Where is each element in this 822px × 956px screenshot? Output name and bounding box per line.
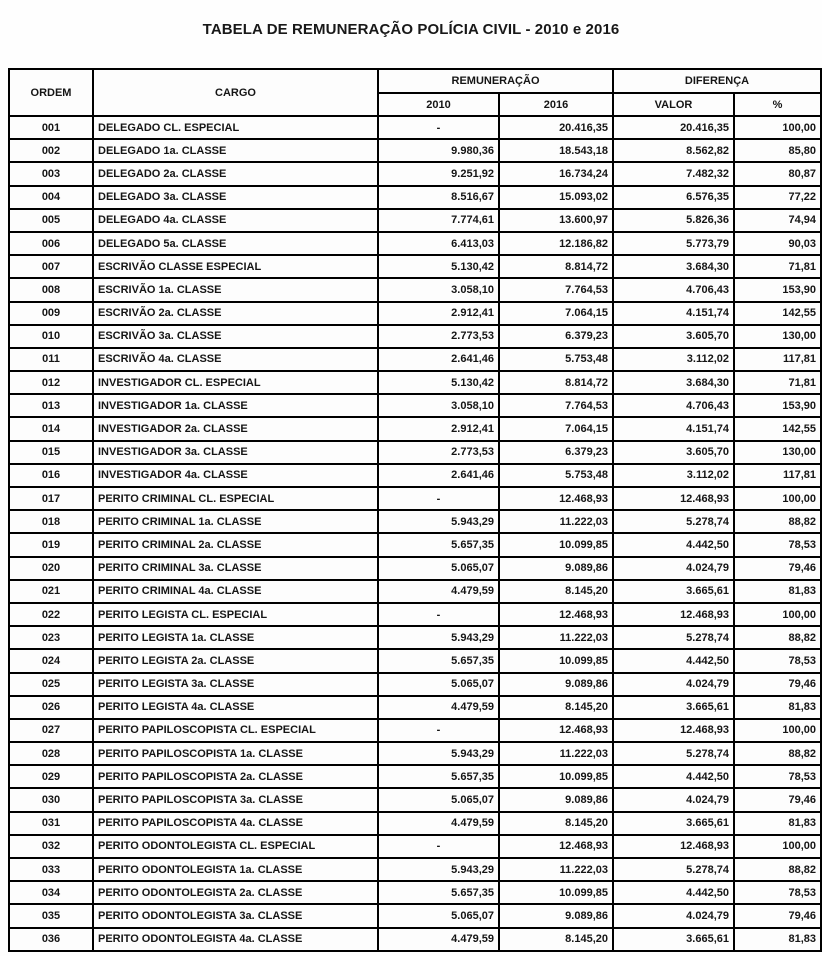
cell-diferenca-pct: 71,81	[734, 371, 821, 394]
cell-diferenca-pct: 100,00	[734, 487, 821, 510]
cell-ordem: 010	[9, 325, 93, 348]
cell-diferenca-valor: 12.468,93	[613, 603, 734, 626]
header-2010: 2010	[378, 93, 499, 116]
cell-ordem: 031	[9, 812, 93, 835]
cell-remuneracao-2010: 4.479,59	[378, 696, 499, 719]
cell-diferenca-pct: 142,55	[734, 302, 821, 325]
cell-remuneracao-2010: -	[378, 116, 499, 139]
cell-diferenca-valor: 3.684,30	[613, 371, 734, 394]
cell-cargo: ESCRIVÃO 4a. CLASSE	[93, 348, 378, 371]
cell-cargo: PERITO ODONTOLEGISTA CL. ESPECIAL	[93, 835, 378, 858]
cell-remuneracao-2016: 15.093,02	[499, 186, 613, 209]
cell-remuneracao-2010: 5.943,29	[378, 510, 499, 533]
cell-cargo: PERITO CRIMINAL 3a. CLASSE	[93, 557, 378, 580]
cell-diferenca-valor: 5.278,74	[613, 742, 734, 765]
cell-diferenca-valor: 5.773,79	[613, 232, 734, 255]
cell-cargo: ESCRIVÃO 2a. CLASSE	[93, 302, 378, 325]
cell-diferenca-valor: 8.562,82	[613, 139, 734, 162]
cell-ordem: 005	[9, 209, 93, 232]
header-remuneracao: REMUNERAÇÃO	[378, 69, 613, 93]
cell-ordem: 035	[9, 904, 93, 927]
header-2016: 2016	[499, 93, 613, 116]
cell-ordem: 021	[9, 580, 93, 603]
table-row	[9, 765, 821, 788]
cell-cargo: ESCRIVÃO CLASSE ESPECIAL	[93, 255, 378, 278]
cell-cargo: PERITO ODONTOLEGISTA 1a. CLASSE	[93, 858, 378, 881]
cell-remuneracao-2016: 18.543,18	[499, 139, 613, 162]
cell-ordem: 012	[9, 371, 93, 394]
cell-diferenca-pct: 79,46	[734, 557, 821, 580]
cell-remuneracao-2010: 8.516,67	[378, 186, 499, 209]
cell-cargo: PERITO PAPILOSCOPISTA 2a. CLASSE	[93, 765, 378, 788]
table-row	[9, 371, 821, 394]
cell-remuneracao-2010: 5.130,42	[378, 255, 499, 278]
table-row	[9, 348, 821, 371]
cell-diferenca-valor: 4.442,50	[613, 765, 734, 788]
cell-ordem: 013	[9, 394, 93, 417]
cell-diferenca-pct: 79,46	[734, 788, 821, 811]
cell-diferenca-pct: 81,83	[734, 580, 821, 603]
cell-remuneracao-2016: 5.753,48	[499, 464, 613, 487]
cell-remuneracao-2016: 20.416,35	[499, 116, 613, 139]
cell-ordem: 036	[9, 928, 93, 951]
cell-cargo: INVESTIGADOR 4a. CLASSE	[93, 464, 378, 487]
cell-diferenca-pct: 100,00	[734, 719, 821, 742]
cell-cargo: PERITO LEGISTA 2a. CLASSE	[93, 649, 378, 672]
cell-cargo: DELEGADO CL. ESPECIAL	[93, 116, 378, 139]
table-row	[9, 928, 821, 951]
cell-remuneracao-2010: -	[378, 835, 499, 858]
cell-diferenca-valor: 4.442,50	[613, 881, 734, 904]
table-row	[9, 487, 821, 510]
cell-ordem: 006	[9, 232, 93, 255]
table-row	[9, 719, 821, 742]
cell-diferenca-valor: 4.706,43	[613, 394, 734, 417]
cell-cargo: PERITO CRIMINAL CL. ESPECIAL	[93, 487, 378, 510]
cell-diferenca-valor: 5.826,36	[613, 209, 734, 232]
cell-ordem: 004	[9, 186, 93, 209]
cell-diferenca-pct: 79,46	[734, 904, 821, 927]
table-row	[9, 139, 821, 162]
cell-diferenca-valor: 4.442,50	[613, 649, 734, 672]
table-row	[9, 464, 821, 487]
cell-ordem: 034	[9, 881, 93, 904]
cell-diferenca-pct: 100,00	[734, 116, 821, 139]
cell-remuneracao-2016: 12.468,93	[499, 487, 613, 510]
cell-remuneracao-2016: 7.764,53	[499, 278, 613, 301]
table-row	[9, 278, 821, 301]
cell-ordem: 029	[9, 765, 93, 788]
cell-diferenca-pct: 100,00	[734, 835, 821, 858]
cell-cargo: INVESTIGADOR CL. ESPECIAL	[93, 371, 378, 394]
cell-cargo: DELEGADO 5a. CLASSE	[93, 232, 378, 255]
cell-ordem: 015	[9, 441, 93, 464]
cell-ordem: 008	[9, 278, 93, 301]
cell-diferenca-pct: 88,82	[734, 626, 821, 649]
cell-cargo: PERITO CRIMINAL 1a. CLASSE	[93, 510, 378, 533]
cell-diferenca-pct: 153,90	[734, 394, 821, 417]
cell-remuneracao-2016: 8.814,72	[499, 371, 613, 394]
cell-remuneracao-2010: 3.058,10	[378, 278, 499, 301]
cell-diferenca-pct: 88,82	[734, 510, 821, 533]
cell-remuneracao-2016: 8.145,20	[499, 696, 613, 719]
cell-cargo: PERITO CRIMINAL 2a. CLASSE	[93, 533, 378, 556]
cell-remuneracao-2016: 8.814,72	[499, 255, 613, 278]
table-row	[9, 232, 821, 255]
cell-diferenca-valor: 12.468,93	[613, 719, 734, 742]
cell-diferenca-pct: 130,00	[734, 441, 821, 464]
table-row	[9, 510, 821, 533]
cell-remuneracao-2010: 5.657,35	[378, 765, 499, 788]
cell-cargo: PERITO PAPILOSCOPISTA 1a. CLASSE	[93, 742, 378, 765]
table-row	[9, 557, 821, 580]
cell-diferenca-pct: 100,00	[734, 603, 821, 626]
table-row	[9, 441, 821, 464]
cell-cargo: DELEGADO 1a. CLASSE	[93, 139, 378, 162]
cell-ordem: 017	[9, 487, 93, 510]
cell-diferenca-valor: 6.576,35	[613, 186, 734, 209]
cell-diferenca-valor: 4.442,50	[613, 533, 734, 556]
table-row	[9, 835, 821, 858]
cell-ordem: 011	[9, 348, 93, 371]
cell-cargo: INVESTIGADOR 1a. CLASSE	[93, 394, 378, 417]
cell-remuneracao-2016: 5.753,48	[499, 348, 613, 371]
cell-diferenca-pct: 81,83	[734, 928, 821, 951]
table-row	[9, 742, 821, 765]
cell-ordem: 033	[9, 858, 93, 881]
cell-cargo: PERITO PAPILOSCOPISTA 3a. CLASSE	[93, 788, 378, 811]
cell-remuneracao-2010: 2.641,46	[378, 348, 499, 371]
page-title: TABELA DE REMUNERAÇÃO POLÍCIA CIVIL - 2010 e 2016	[202, 21, 620, 38]
cell-cargo: PERITO LEGISTA 4a. CLASSE	[93, 696, 378, 719]
cell-diferenca-pct: 77,22	[734, 186, 821, 209]
cell-remuneracao-2016: 7.064,15	[499, 417, 613, 440]
table-row	[9, 417, 821, 440]
cell-diferenca-pct: 153,90	[734, 278, 821, 301]
cell-cargo: DELEGADO 4a. CLASSE	[93, 209, 378, 232]
table-row	[9, 626, 821, 649]
cell-remuneracao-2010: 5.943,29	[378, 742, 499, 765]
cell-ordem: 003	[9, 162, 93, 185]
cell-remuneracao-2016: 10.099,85	[499, 881, 613, 904]
cell-remuneracao-2010: 9.251,92	[378, 162, 499, 185]
cell-cargo: DELEGADO 3a. CLASSE	[93, 186, 378, 209]
table-row	[9, 649, 821, 672]
cell-ordem: 024	[9, 649, 93, 672]
cell-remuneracao-2016: 12.468,93	[499, 719, 613, 742]
cell-diferenca-valor: 20.416,35	[613, 116, 734, 139]
cell-cargo: PERITO PAPILOSCOPISTA 4a. CLASSE	[93, 812, 378, 835]
cell-diferenca-valor: 3.665,61	[613, 580, 734, 603]
cell-remuneracao-2010: 2.912,41	[378, 417, 499, 440]
cell-diferenca-valor: 4.024,79	[613, 557, 734, 580]
cell-remuneracao-2010: 7.774,61	[378, 209, 499, 232]
cell-diferenca-valor: 7.482,32	[613, 162, 734, 185]
header-diferenca: DIFERENÇA	[613, 69, 821, 93]
cell-remuneracao-2010: 2.912,41	[378, 302, 499, 325]
cell-remuneracao-2010: 5.065,07	[378, 788, 499, 811]
cell-remuneracao-2016: 12.186,82	[499, 232, 613, 255]
cell-diferenca-valor: 3.665,61	[613, 696, 734, 719]
cell-remuneracao-2010: 5.130,42	[378, 371, 499, 394]
cell-ordem: 007	[9, 255, 93, 278]
cell-ordem: 009	[9, 302, 93, 325]
cell-remuneracao-2010: 5.065,07	[378, 673, 499, 696]
table-row	[9, 673, 821, 696]
cell-remuneracao-2010: 5.657,35	[378, 881, 499, 904]
cell-diferenca-pct: 71,81	[734, 255, 821, 278]
cell-remuneracao-2016: 13.600,97	[499, 209, 613, 232]
cell-diferenca-pct: 85,80	[734, 139, 821, 162]
cell-remuneracao-2016: 12.468,93	[499, 835, 613, 858]
remuneration-table	[8, 68, 822, 952]
cell-ordem: 016	[9, 464, 93, 487]
cell-diferenca-pct: 78,53	[734, 649, 821, 672]
header-cargo: CARGO	[93, 69, 378, 116]
cell-diferenca-pct: 117,81	[734, 348, 821, 371]
table-row	[9, 116, 821, 139]
cell-diferenca-valor: 4.024,79	[613, 904, 734, 927]
cell-diferenca-pct: 78,53	[734, 533, 821, 556]
cell-ordem: 028	[9, 742, 93, 765]
cell-diferenca-pct: 79,46	[734, 673, 821, 696]
cell-remuneracao-2010: 5.657,35	[378, 533, 499, 556]
table-row	[9, 580, 821, 603]
cell-remuneracao-2010: 4.479,59	[378, 580, 499, 603]
cell-remuneracao-2016: 6.379,23	[499, 325, 613, 348]
cell-remuneracao-2010: 2.773,53	[378, 325, 499, 348]
cell-diferenca-pct: 78,53	[734, 765, 821, 788]
cell-remuneracao-2016: 8.145,20	[499, 580, 613, 603]
cell-remuneracao-2016: 6.379,23	[499, 441, 613, 464]
cell-remuneracao-2010: -	[378, 603, 499, 626]
cell-diferenca-pct: 90,03	[734, 232, 821, 255]
cell-diferenca-valor: 3.112,02	[613, 464, 734, 487]
cell-diferenca-valor: 4.024,79	[613, 673, 734, 696]
cell-diferenca-valor: 4.024,79	[613, 788, 734, 811]
table-row	[9, 325, 821, 348]
cell-remuneracao-2016: 7.764,53	[499, 394, 613, 417]
cell-cargo: ESCRIVÃO 3a. CLASSE	[93, 325, 378, 348]
cell-cargo: DELEGADO 2a. CLASSE	[93, 162, 378, 185]
table-row	[9, 788, 821, 811]
cell-ordem: 020	[9, 557, 93, 580]
table-body	[9, 116, 821, 951]
cell-remuneracao-2016: 11.222,03	[499, 510, 613, 533]
cell-cargo: ESCRIVÃO 1a. CLASSE	[93, 278, 378, 301]
cell-cargo: PERITO CRIMINAL 4a. CLASSE	[93, 580, 378, 603]
cell-remuneracao-2010: 4.479,59	[378, 928, 499, 951]
table-row	[9, 302, 821, 325]
table-row	[9, 812, 821, 835]
header-ordem: ORDEM	[9, 69, 93, 116]
cell-cargo: PERITO ODONTOLEGISTA 2a. CLASSE	[93, 881, 378, 904]
cell-remuneracao-2010: 5.065,07	[378, 557, 499, 580]
cell-diferenca-valor: 3.665,61	[613, 812, 734, 835]
table-row	[9, 858, 821, 881]
cell-remuneracao-2016: 9.089,86	[499, 788, 613, 811]
cell-remuneracao-2016: 8.145,20	[499, 812, 613, 835]
cell-diferenca-pct: 81,83	[734, 812, 821, 835]
cell-ordem: 026	[9, 696, 93, 719]
cell-diferenca-pct: 142,55	[734, 417, 821, 440]
cell-remuneracao-2010: 2.773,53	[378, 441, 499, 464]
table-row	[9, 533, 821, 556]
cell-diferenca-valor: 3.112,02	[613, 348, 734, 371]
table-row	[9, 394, 821, 417]
cell-remuneracao-2010: 3.058,10	[378, 394, 499, 417]
cell-remuneracao-2010: 5.943,29	[378, 626, 499, 649]
cell-remuneracao-2016: 16.734,24	[499, 162, 613, 185]
cell-remuneracao-2016: 11.222,03	[499, 858, 613, 881]
cell-remuneracao-2010: 4.479,59	[378, 812, 499, 835]
cell-diferenca-valor: 3.684,30	[613, 255, 734, 278]
table-header	[9, 69, 821, 116]
cell-remuneracao-2016: 11.222,03	[499, 626, 613, 649]
table-row	[9, 186, 821, 209]
cell-diferenca-valor: 4.706,43	[613, 278, 734, 301]
cell-remuneracao-2016: 9.089,86	[499, 673, 613, 696]
cell-ordem: 022	[9, 603, 93, 626]
cell-diferenca-valor: 3.665,61	[613, 928, 734, 951]
cell-diferenca-pct: 88,82	[734, 742, 821, 765]
cell-remuneracao-2010: -	[378, 487, 499, 510]
cell-diferenca-valor: 5.278,74	[613, 858, 734, 881]
cell-ordem: 002	[9, 139, 93, 162]
cell-ordem: 023	[9, 626, 93, 649]
cell-ordem: 025	[9, 673, 93, 696]
cell-diferenca-valor: 4.151,74	[613, 417, 734, 440]
cell-cargo: PERITO ODONTOLEGISTA 3a. CLASSE	[93, 904, 378, 927]
cell-remuneracao-2016: 10.099,85	[499, 533, 613, 556]
cell-remuneracao-2016: 7.064,15	[499, 302, 613, 325]
table-row	[9, 696, 821, 719]
cell-diferenca-pct: 74,94	[734, 209, 821, 232]
cell-cargo: INVESTIGADOR 2a. CLASSE	[93, 417, 378, 440]
cell-ordem: 018	[9, 510, 93, 533]
cell-diferenca-valor: 12.468,93	[613, 487, 734, 510]
cell-diferenca-valor: 4.151,74	[613, 302, 734, 325]
cell-remuneracao-2016: 10.099,85	[499, 649, 613, 672]
header-group-row	[9, 69, 821, 93]
cell-diferenca-valor: 12.468,93	[613, 835, 734, 858]
cell-ordem: 014	[9, 417, 93, 440]
cell-cargo: PERITO LEGISTA CL. ESPECIAL	[93, 603, 378, 626]
cell-remuneracao-2016: 9.089,86	[499, 557, 613, 580]
cell-diferenca-valor: 5.278,74	[613, 510, 734, 533]
cell-diferenca-pct: 81,83	[734, 696, 821, 719]
cell-remuneracao-2010: 5.065,07	[378, 904, 499, 927]
cell-remuneracao-2016: 11.222,03	[499, 742, 613, 765]
table-row	[9, 255, 821, 278]
cell-diferenca-pct: 117,81	[734, 464, 821, 487]
cell-diferenca-valor: 5.278,74	[613, 626, 734, 649]
cell-remuneracao-2016: 12.468,93	[499, 603, 613, 626]
cell-cargo: PERITO PAPILOSCOPISTA CL. ESPECIAL	[93, 719, 378, 742]
table-row	[9, 603, 821, 626]
cell-remuneracao-2016: 10.099,85	[499, 765, 613, 788]
cell-remuneracao-2010: 5.943,29	[378, 858, 499, 881]
table-row	[9, 881, 821, 904]
cell-ordem: 027	[9, 719, 93, 742]
table-row	[9, 162, 821, 185]
cell-cargo: PERITO LEGISTA 1a. CLASSE	[93, 626, 378, 649]
cell-diferenca-pct: 78,53	[734, 881, 821, 904]
cell-remuneracao-2010: 6.413,03	[378, 232, 499, 255]
header-valor: VALOR	[613, 93, 734, 116]
cell-diferenca-valor: 3.605,70	[613, 441, 734, 464]
table-row	[9, 209, 821, 232]
cell-diferenca-pct: 88,82	[734, 858, 821, 881]
cell-ordem: 032	[9, 835, 93, 858]
cell-diferenca-pct: 130,00	[734, 325, 821, 348]
cell-remuneracao-2010: 9.980,36	[378, 139, 499, 162]
cell-remuneracao-2016: 9.089,86	[499, 904, 613, 927]
cell-remuneracao-2016: 8.145,20	[499, 928, 613, 951]
cell-cargo: INVESTIGADOR 3a. CLASSE	[93, 441, 378, 464]
cell-remuneracao-2010: 5.657,35	[378, 649, 499, 672]
cell-ordem: 030	[9, 788, 93, 811]
cell-remuneracao-2010: 2.641,46	[378, 464, 499, 487]
cell-remuneracao-2010: -	[378, 719, 499, 742]
header-pct: %	[734, 93, 821, 116]
cell-ordem: 019	[9, 533, 93, 556]
cell-diferenca-pct: 80,87	[734, 162, 821, 185]
table-row	[9, 904, 821, 927]
cell-ordem: 001	[9, 116, 93, 139]
cell-cargo: PERITO LEGISTA 3a. CLASSE	[93, 673, 378, 696]
cell-diferenca-valor: 3.605,70	[613, 325, 734, 348]
cell-cargo: PERITO ODONTOLEGISTA 4a. CLASSE	[93, 928, 378, 951]
